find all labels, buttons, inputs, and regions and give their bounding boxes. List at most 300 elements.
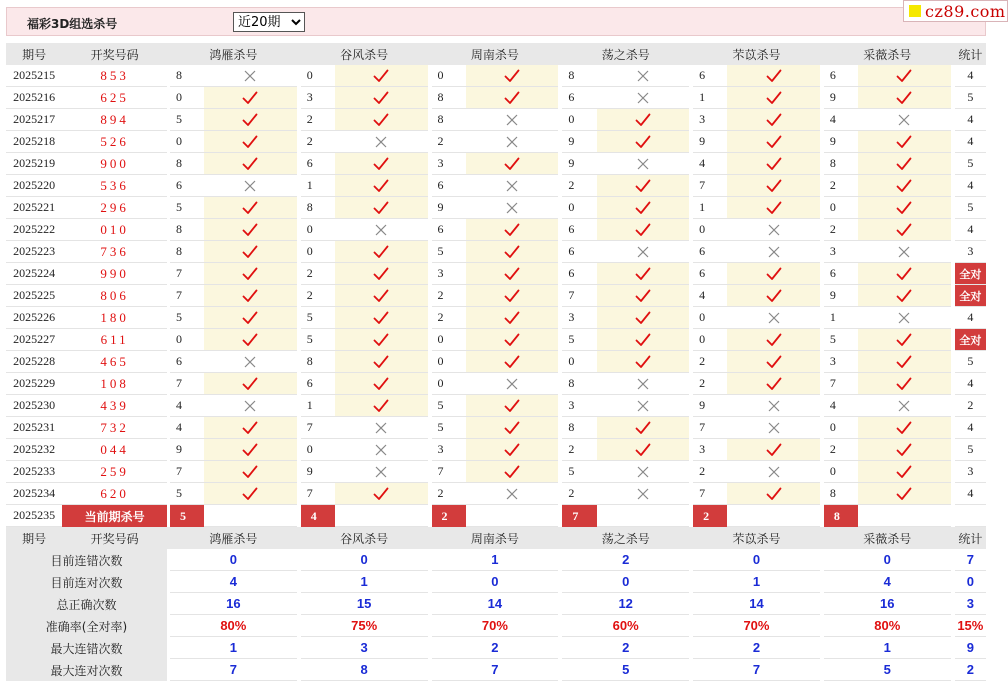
header-expert: 谷风杀号 [301, 43, 428, 65]
issue-number: 2025220 [6, 175, 62, 197]
kill-number: 9 [170, 439, 204, 461]
kill-number: 9 [693, 395, 727, 417]
cross-icon [204, 175, 297, 197]
row-stat: 5 [955, 197, 986, 219]
summary-value: 2 [562, 549, 689, 571]
summary-value: 2 [432, 637, 559, 659]
kill-number-table [6, 43, 986, 681]
check-icon [204, 307, 297, 329]
kill-number: 3 [301, 87, 335, 109]
kill-number: 2 [301, 285, 335, 307]
kill-number: 0 [562, 197, 596, 219]
row-stat: 3 [955, 461, 986, 483]
kill-number: 2 [693, 461, 727, 483]
empty-cell [727, 505, 820, 527]
draw-number: 806 [62, 285, 167, 307]
check-icon [466, 351, 559, 373]
kill-number: 0 [301, 65, 335, 87]
period-select[interactable] [233, 12, 305, 32]
header-expert: 荡之杀号 [562, 43, 689, 65]
kill-number: 9 [432, 197, 466, 219]
cross-icon [335, 461, 428, 483]
summary-value: 0 [301, 549, 428, 571]
summary-stat: 15% [955, 615, 986, 637]
kill-number: 0 [301, 219, 335, 241]
check-icon [597, 285, 690, 307]
kill-number: 0 [693, 307, 727, 329]
kill-number: 6 [170, 351, 204, 373]
brand-logo[interactable] [903, 0, 1008, 22]
kill-number: 7 [693, 175, 727, 197]
kill-number: 8 [824, 483, 858, 505]
table-row [6, 175, 986, 197]
header-draw: 开奖号码 [62, 43, 167, 65]
check-icon [204, 109, 297, 131]
issue-number: 2025233 [6, 461, 62, 483]
summary-value: 7 [170, 659, 297, 681]
top-bar [6, 7, 986, 36]
summary-row [6, 659, 986, 681]
all-correct-badge: 全对 [955, 263, 986, 285]
cross-icon [204, 351, 297, 373]
table-row [6, 131, 986, 153]
check-icon [335, 153, 428, 175]
issue-number: 2025223 [6, 241, 62, 263]
kill-number: 1 [693, 87, 727, 109]
check-icon [335, 87, 428, 109]
summary-value: 0 [693, 549, 820, 571]
check-icon [466, 439, 559, 461]
check-icon [466, 219, 559, 241]
current-kill-number: 2 [432, 505, 466, 527]
header-expert: 采薇杀号 [824, 527, 951, 549]
kill-number: 0 [301, 241, 335, 263]
cross-icon [335, 131, 428, 153]
kill-number: 1 [301, 395, 335, 417]
table-header-row [6, 527, 986, 549]
check-icon [335, 109, 428, 131]
issue-number: 2025216 [6, 87, 62, 109]
draw-number: 108 [62, 373, 167, 395]
table-row [6, 351, 986, 373]
kill-number: 3 [824, 351, 858, 373]
summary-stat: 2 [955, 659, 986, 681]
summary-value: 7 [693, 659, 820, 681]
kill-number: 7 [562, 285, 596, 307]
kill-number: 6 [432, 219, 466, 241]
check-icon [204, 329, 297, 351]
kill-number: 8 [170, 153, 204, 175]
check-icon [858, 263, 951, 285]
kill-number: 8 [170, 219, 204, 241]
kill-number: 5 [824, 329, 858, 351]
header-stat: 统计 [955, 527, 986, 549]
kill-number: 6 [693, 65, 727, 87]
summary-value: 2 [693, 637, 820, 659]
check-icon [466, 329, 559, 351]
cross-icon [204, 65, 297, 87]
issue-number: 2025221 [6, 197, 62, 219]
summary-value: 0 [824, 549, 951, 571]
row-stat: 3 [955, 241, 986, 263]
cross-icon [466, 197, 559, 219]
kill-number: 8 [562, 373, 596, 395]
cross-icon [466, 373, 559, 395]
kill-number: 0 [432, 351, 466, 373]
row-stat: 4 [955, 131, 986, 153]
kill-number: 9 [693, 131, 727, 153]
table-row [6, 65, 986, 87]
table-row [6, 219, 986, 241]
summary-label: 目前连错次数 [6, 549, 167, 571]
kill-number: 5 [170, 307, 204, 329]
header-expert: 周南杀号 [432, 43, 559, 65]
kill-number: 2 [432, 131, 466, 153]
cross-icon [597, 395, 690, 417]
check-icon [727, 351, 820, 373]
issue-number: 2025222 [6, 219, 62, 241]
kill-number: 8 [432, 87, 466, 109]
check-icon [466, 285, 559, 307]
kill-number: 5 [562, 329, 596, 351]
check-icon [858, 351, 951, 373]
draw-number: 439 [62, 395, 167, 417]
cross-icon [858, 395, 951, 417]
row-stat: 4 [955, 483, 986, 505]
check-icon [727, 285, 820, 307]
check-icon [727, 373, 820, 395]
all-correct-badge: 全对 [955, 329, 986, 351]
check-icon [204, 439, 297, 461]
row-stat: 5 [955, 87, 986, 109]
check-icon [466, 263, 559, 285]
summary-label: 总正确次数 [6, 593, 167, 615]
kill-number: 4 [693, 285, 727, 307]
check-icon [204, 373, 297, 395]
empty-cell [858, 505, 951, 527]
summary-value: 1 [824, 637, 951, 659]
check-icon [858, 483, 951, 505]
summary-label: 准确率(全对率) [6, 615, 167, 637]
check-icon [858, 131, 951, 153]
check-icon [858, 417, 951, 439]
kill-number: 7 [693, 483, 727, 505]
kill-number: 0 [432, 329, 466, 351]
check-icon [727, 175, 820, 197]
draw-number: 611 [62, 329, 167, 351]
check-icon [335, 483, 428, 505]
check-icon [858, 373, 951, 395]
row-stat: 5 [955, 351, 986, 373]
draw-number: 894 [62, 109, 167, 131]
cross-icon [858, 241, 951, 263]
kill-number: 5 [170, 197, 204, 219]
check-icon [466, 395, 559, 417]
kill-number: 9 [824, 131, 858, 153]
summary-value: 80% [170, 615, 297, 637]
table-row [6, 417, 986, 439]
summary-value: 3 [301, 637, 428, 659]
kill-number: 8 [562, 65, 596, 87]
kill-number: 8 [170, 65, 204, 87]
cross-icon [727, 219, 820, 241]
summary-value: 0 [432, 571, 559, 593]
check-icon [335, 373, 428, 395]
check-icon [335, 285, 428, 307]
check-icon [335, 329, 428, 351]
summary-value: 14 [432, 593, 559, 615]
kill-number: 7 [170, 263, 204, 285]
check-icon [204, 197, 297, 219]
issue-number: 2025231 [6, 417, 62, 439]
header-expert: 芣苡杀号 [693, 527, 820, 549]
row-stat: 5 [955, 153, 986, 175]
kill-number: 3 [824, 241, 858, 263]
row-stat: 4 [955, 307, 986, 329]
kill-number: 8 [170, 241, 204, 263]
table-row [6, 109, 986, 131]
kill-number: 8 [562, 417, 596, 439]
kill-number: 0 [170, 131, 204, 153]
check-icon [597, 351, 690, 373]
kill-number: 0 [824, 417, 858, 439]
check-icon [204, 285, 297, 307]
check-icon [335, 175, 428, 197]
kill-number: 0 [824, 461, 858, 483]
summary-value: 1 [170, 637, 297, 659]
kill-number: 3 [432, 439, 466, 461]
kill-number: 7 [693, 417, 727, 439]
check-icon [597, 329, 690, 351]
summary-value: 5 [824, 659, 951, 681]
cross-icon [466, 483, 559, 505]
summary-value: 16 [170, 593, 297, 615]
current-kill-number: 2 [693, 505, 727, 527]
header-issue: 期号 [6, 527, 62, 549]
kill-number: 2 [562, 483, 596, 505]
check-icon [204, 241, 297, 263]
cross-icon [335, 417, 428, 439]
check-icon [597, 263, 690, 285]
check-icon [335, 263, 428, 285]
summary-value: 15 [301, 593, 428, 615]
kill-number: 7 [170, 285, 204, 307]
table-row [6, 373, 986, 395]
kill-number: 2 [432, 483, 466, 505]
kill-number: 5 [301, 329, 335, 351]
kill-number: 8 [301, 197, 335, 219]
issue-number: 2025227 [6, 329, 62, 351]
check-icon [858, 87, 951, 109]
draw-number: 296 [62, 197, 167, 219]
summary-value: 80% [824, 615, 951, 637]
summary-value: 8 [301, 659, 428, 681]
kill-number: 3 [693, 109, 727, 131]
kill-number: 3 [432, 263, 466, 285]
draw-number: 853 [62, 65, 167, 87]
kill-number: 5 [432, 395, 466, 417]
draw-number: 180 [62, 307, 167, 329]
kill-number: 1 [824, 307, 858, 329]
kill-number: 7 [824, 373, 858, 395]
draw-number: 900 [62, 153, 167, 175]
header-expert: 鸿雁杀号 [170, 527, 297, 549]
kill-number: 6 [301, 373, 335, 395]
draw-number: 259 [62, 461, 167, 483]
kill-number: 0 [432, 373, 466, 395]
header-expert: 谷风杀号 [301, 527, 428, 549]
summary-row [6, 593, 986, 615]
kill-number: 6 [693, 241, 727, 263]
kill-number: 5 [432, 417, 466, 439]
row-stat: 4 [955, 373, 986, 395]
check-icon [335, 395, 428, 417]
check-icon [727, 197, 820, 219]
summary-value: 7 [432, 659, 559, 681]
kill-number: 2 [824, 219, 858, 241]
kill-number: 3 [562, 395, 596, 417]
kill-number: 4 [170, 417, 204, 439]
row-stat: 4 [955, 417, 986, 439]
page-title: 福彩3D组选杀号 [27, 17, 118, 31]
issue-number: 2025226 [6, 307, 62, 329]
kill-number: 2 [301, 263, 335, 285]
cross-icon [858, 307, 951, 329]
kill-number: 0 [562, 109, 596, 131]
kill-number: 2 [432, 285, 466, 307]
kill-number: 6 [824, 65, 858, 87]
summary-value: 16 [824, 593, 951, 615]
check-icon [727, 153, 820, 175]
kill-number: 6 [562, 241, 596, 263]
check-icon [858, 219, 951, 241]
all-correct-badge: 全对 [955, 285, 986, 307]
table-row [6, 197, 986, 219]
check-icon [597, 175, 690, 197]
check-icon [858, 65, 951, 87]
cross-icon [335, 219, 428, 241]
summary-value: 70% [432, 615, 559, 637]
cross-icon [597, 461, 690, 483]
issue-number: 2025228 [6, 351, 62, 373]
kill-number: 8 [824, 153, 858, 175]
draw-number: 536 [62, 175, 167, 197]
header-expert: 芣苡杀号 [693, 43, 820, 65]
cross-icon [466, 175, 559, 197]
table-row [6, 329, 986, 351]
check-icon [466, 65, 559, 87]
summary-value: 12 [562, 593, 689, 615]
check-icon [204, 483, 297, 505]
check-icon [727, 65, 820, 87]
kill-number: 3 [693, 439, 727, 461]
cross-icon [204, 395, 297, 417]
kill-number: 2 [824, 439, 858, 461]
cross-icon [727, 461, 820, 483]
kill-number: 9 [562, 131, 596, 153]
summary-stat: 3 [955, 593, 986, 615]
check-icon [858, 439, 951, 461]
check-icon [597, 439, 690, 461]
cross-icon [727, 241, 820, 263]
summary-value: 2 [562, 637, 689, 659]
current-kill-label: 当前期杀号 [62, 505, 167, 527]
table-row [6, 483, 986, 505]
current-kill-number: 8 [824, 505, 858, 527]
kill-number: 5 [170, 109, 204, 131]
kill-number: 1 [301, 175, 335, 197]
summary-value: 0 [562, 571, 689, 593]
check-icon [466, 417, 559, 439]
summary-stat: 0 [955, 571, 986, 593]
check-icon [597, 197, 690, 219]
kill-number: 6 [170, 175, 204, 197]
check-icon [335, 197, 428, 219]
kill-number: 8 [301, 351, 335, 373]
issue-number: 2025215 [6, 65, 62, 87]
check-icon [727, 483, 820, 505]
kill-number: 6 [824, 263, 858, 285]
kill-number: 0 [562, 351, 596, 373]
check-icon [204, 417, 297, 439]
cross-icon [597, 65, 690, 87]
check-icon [597, 219, 690, 241]
cross-icon [597, 373, 690, 395]
kill-number: 2 [562, 439, 596, 461]
check-icon [204, 461, 297, 483]
issue-number: 2025217 [6, 109, 62, 131]
kill-number: 0 [301, 439, 335, 461]
empty-cell [955, 505, 986, 527]
row-stat: 2 [955, 395, 986, 417]
kill-number: 2 [301, 131, 335, 153]
draw-number: 620 [62, 483, 167, 505]
header-expert: 鸿雁杀号 [170, 43, 297, 65]
kill-number: 2 [301, 109, 335, 131]
draw-number: 732 [62, 417, 167, 439]
check-icon [597, 109, 690, 131]
kill-number: 7 [301, 483, 335, 505]
kill-number: 8 [432, 109, 466, 131]
row-stat: 4 [955, 109, 986, 131]
summary-row [6, 615, 986, 637]
kill-number: 6 [301, 153, 335, 175]
kill-number: 6 [562, 87, 596, 109]
empty-cell [335, 505, 428, 527]
summary-label: 目前连对次数 [6, 571, 167, 593]
draw-number: 990 [62, 263, 167, 285]
summary-row [6, 549, 986, 571]
cross-icon [597, 87, 690, 109]
current-kill-number: 4 [301, 505, 335, 527]
check-icon [597, 131, 690, 153]
cross-icon [858, 109, 951, 131]
check-icon [858, 329, 951, 351]
check-icon [466, 461, 559, 483]
empty-cell [597, 505, 690, 527]
brand-square-icon [909, 5, 921, 17]
table-row [6, 307, 986, 329]
kill-number: 0 [170, 87, 204, 109]
kill-number: 7 [432, 461, 466, 483]
issue-number: 2025230 [6, 395, 62, 417]
cross-icon [597, 153, 690, 175]
table-row [6, 439, 986, 461]
summary-stat: 9 [955, 637, 986, 659]
summary-value: 1 [432, 549, 559, 571]
check-icon [858, 153, 951, 175]
kill-number: 3 [562, 307, 596, 329]
